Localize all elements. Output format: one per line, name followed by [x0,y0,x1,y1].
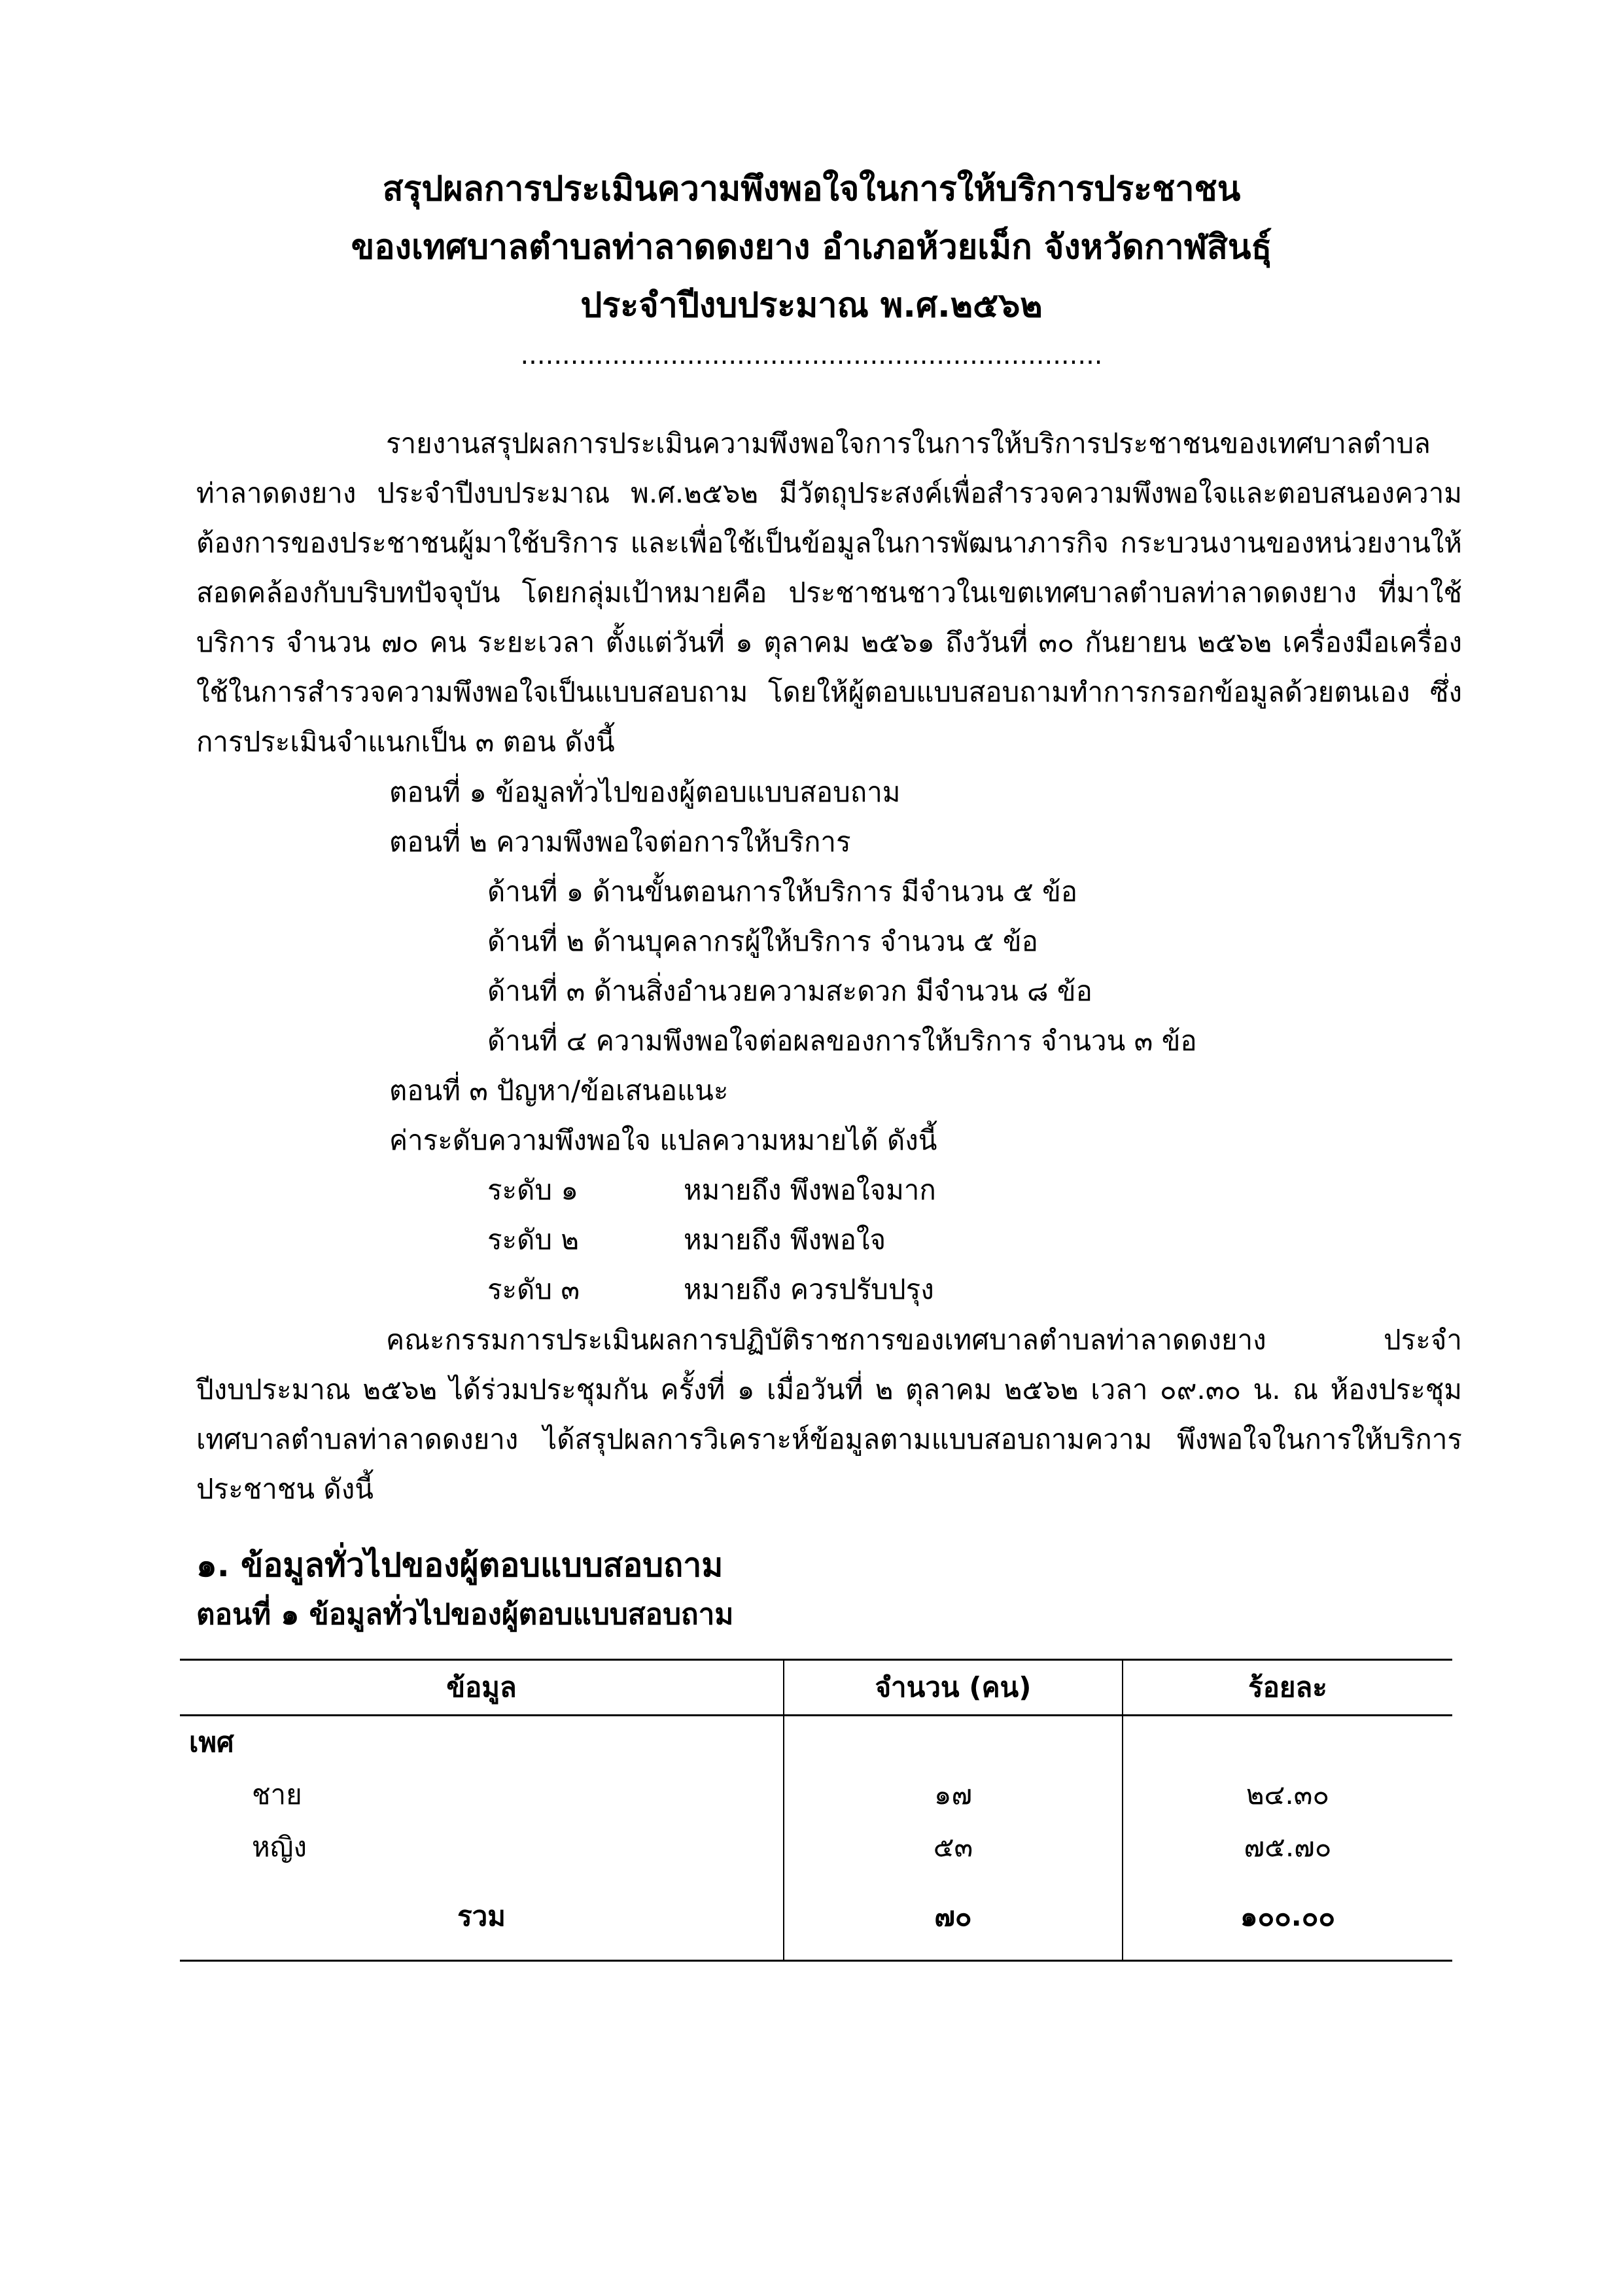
table-row [180,1821,1452,1873]
row-percent: ๒๔.๓๐ [1123,1769,1452,1821]
committee-paragraph-block [196,1315,1462,1514]
title-line-2: ของเทศบาลตำบลท่าลาดดงยาง อำเภอห้วยเม็ก จังหวัดกาฬสินธุ์ [351,228,1272,267]
row-percent: ๗๕.๗๐ [1123,1821,1452,1873]
respondent-gender-table [180,1659,1452,1962]
header-count: จำนวน (คน) [784,1660,1123,1716]
title-divider-dots: ...................................................................... [520,340,1103,370]
level-1-meaning: หมายถึง พึงพอใจมาก [684,1174,936,1206]
header-data: ข้อมูล [180,1660,784,1716]
table-header-row [180,1660,1452,1716]
total-count: ๗๐ [784,1873,1123,1961]
row-count: ๑๗ [784,1769,1123,1821]
table-group-row [180,1716,1452,1769]
row-label: ชาย [252,1778,302,1810]
section-1-heading: ๑. ข้อมูลทั่วไปของผู้ตอบแบบสอบถาม [196,1546,724,1584]
part-1-item: ตอนที่ ๑ ข้อมูลทั่วไปของผู้ตอบแบบสอบถาม [389,776,901,808]
part-3-item: ตอนที่ ๓ ปัญหา/ข้อเสนอแนะ [389,1074,729,1106]
intro-paragraph-block [196,419,1462,767]
total-label: รวม [180,1873,784,1961]
title-line-3: ประจำปีงบประมาณ พ.ศ.๒๕๖๒ [580,286,1043,325]
levels-intro: ค่าระดับความพึงพอใจ แปลความหมายได้ ดังนี้ [389,1124,937,1156]
title-line-1: สรุปผลการประเมินความพึงพอใจในการให้บริการประชาชน [382,169,1241,209]
aspect-3-item: ด้านที่ ๓ ด้านสิ่งอำนวยความสะดวก มีจำนวน ๘ ข้อ [487,975,1092,1007]
row-count: ๕๓ [784,1821,1123,1873]
level-3-meaning: หมายถึง ควรปรับปรุง [684,1273,934,1305]
table-total-row [180,1873,1452,1961]
aspect-1-item: ด้านที่ ๑ ด้านขั้นตอนการให้บริการ มีจำนวน ๕ ข้อ [487,875,1078,908]
level-2-meaning: หมายถึง พึงพอใจ [684,1224,886,1256]
level-2-label: ระดับ ๒ [487,1224,580,1256]
aspect-4-item: ด้านที่ ๔ ความพึงพอใจต่อผลของการให้บริการ จำนวน ๓ ข้อ [487,1025,1197,1057]
document-title [0,160,1623,372]
committee-paragraph: คณะกรรมการประเมินผลการปฏิบัติราชการของเทศบาลตำบลท่าลาดดงยาง ประจำปีงบประมาณ ๒๕๖๒ ได้ร่วมประชุมกัน ครั้งที่ ๑ เมื่อวันที่ ๒ ตุลาคม ๒๕๖๒ เวลา ๐๙.๓๐ น. ณ ห้องประชุมเทศบาลตำบลท่าลาดดงยาง ได้สรุปผลการวิเคราะห์ข้อมูลตามแบบสอบถามความ พึงพอใจในการให้บริการประชาชน ดังนี้ [196,1324,1462,1505]
table-row [180,1769,1452,1821]
level-3-label: ระดับ ๓ [487,1273,580,1305]
group-label: เพศ [189,1726,234,1758]
intro-paragraph: รายงานสรุปผลการประเมินความพึงพอใจการในการให้บริการประชาชนของเทศบาลตำบลท่าลาดดงยาง ประจำปีงบประมาณ พ.ศ.๒๕๖๒ มีวัตถุประสงค์เพื่อสำรวจความพึงพอใจและตอบสนองความต้องการของประชาชนผู้มาใช้บริการ และเพื่อใช้เป็นข้อมูลในการพัฒนาภารกิจ กระบวนงานของหน่วยงานให้สอดคล้องกับบริบทปัจจุบัน โดยกลุ่มเป้าหมายคือ ประชาชนชาวในเขตเทศบาลตำบลท่าลาดดงยาง ที่มาใช้บริการ จำนวน ๗๐ คน ระยะเวลา ตั้งแต่วันที่ ๑ ตุลาคม ๒๕๖๑ ถึงวันที่ ๓๐ กันยายน ๒๕๖๒ เครื่องมือเครื่องใช้ในการสำรวจความพึงพอใจเป็นแบบสอบถาม โดยให้ผู้ตอบแบบสอบถามทำการกรอกข้อมูลด้วยตนเอง ซึ่งการประเมินจำแนกเป็น ๓ ตอน ดังนี้ [196,427,1462,758]
header-percent: ร้อยละ [1123,1660,1452,1716]
aspect-2-item: ด้านที่ ๒ ด้านบุคลากรผู้ให้บริการ จำนวน ๕ ข้อ [487,925,1038,957]
section-1-subheading: ตอนที่ ๑ ข้อมูลทั่วไปของผู้ตอบแบบสอบถาม [196,1598,734,1631]
total-percent: ๑๐๐.๐๐ [1123,1873,1452,1961]
level-1-label: ระดับ ๑ [487,1174,579,1206]
part-2-item: ตอนที่ ๒ ความพึงพอใจต่อการให้บริการ [389,826,851,858]
row-label: หญิง [252,1831,307,1863]
